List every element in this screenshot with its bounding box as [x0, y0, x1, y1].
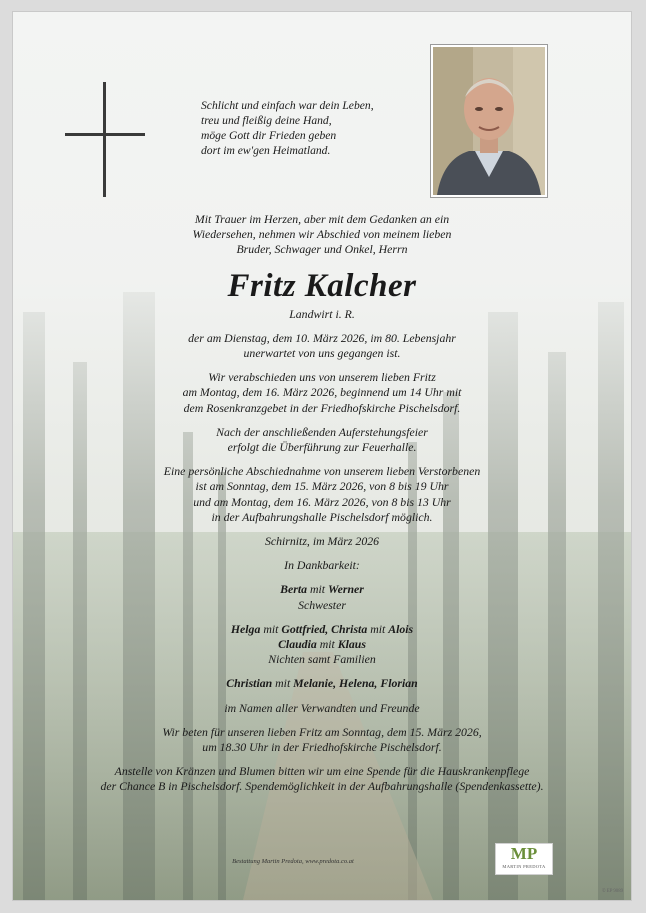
funeral-line: am Montag, dem 16. März 2026, beginnend um 14 Uhr mit	[182, 385, 462, 400]
poem-line: dort im ew'gen Heimatland.	[201, 144, 331, 157]
viewing-line: ist am Sonntag, dem 15. März 2026, von 8 bis 19 Uhr	[195, 479, 449, 494]
mourner-name: Helga	[230, 621, 261, 636]
mourner-group-2	[13, 622, 631, 668]
intro-line: Mit Trauer im Herzen, aber mit dem Gedanken an ein	[194, 212, 450, 226]
mourner-name: Klaus	[337, 637, 366, 652]
poem-line: treu und fleißig deine Hand,	[201, 114, 332, 127]
mourner-name: Werner	[328, 582, 364, 597]
document-code: © EP 9089	[601, 889, 623, 894]
mourner-names	[13, 676, 631, 691]
donation-line: Anstelle von Kränzen und Blumen bitten wir um eine Spende für die Hauskrankenpflege	[114, 764, 530, 779]
portrait-photo	[431, 45, 547, 197]
cremation-line: Nach der anschließenden Auferstehungsfeier	[216, 424, 428, 439]
mourner-group-1	[13, 582, 631, 612]
funeral-line: Wir verabschieden uns von unserem lieben Fritz	[208, 370, 436, 385]
mourner-conjunction: mit	[263, 621, 279, 636]
deceased-profession: Landwirt i. R.	[289, 306, 355, 321]
mourner-name: Christian	[226, 676, 273, 691]
logo-letters: MP	[510, 844, 538, 863]
mourner-names	[13, 582, 631, 597]
mourner-names	[13, 637, 631, 652]
cross-horizontal-icon	[65, 133, 145, 136]
cremation-info	[13, 425, 631, 455]
mourner-others: im Namen aller Verwandten und Freunde	[224, 700, 420, 715]
mourner-conjunction: mit	[370, 621, 386, 636]
logo-wordmark: MARTIN PREDOTA	[502, 864, 546, 869]
death-line: der am Dienstag, dem 10. März 2026, im 80. Lebensjahr	[188, 330, 456, 345]
place-date: Schirnitz, im März 2026	[264, 534, 380, 549]
poem-line: möge Gott dir Frieden geben	[201, 129, 337, 142]
prayer-line: Wir beten für unseren lieben Fritz am Sonntag, dem 15. März 2026,	[162, 724, 482, 739]
obituary-page	[13, 12, 631, 900]
mourner-name: Melanie, Helena, Florian	[293, 676, 418, 691]
funeral-line: dem Rosenkranzgebet in der Friedhofskirche Pischelsdorf.	[183, 400, 461, 415]
mourner-conjunction: mit	[275, 676, 291, 691]
obituary-text	[13, 212, 631, 804]
death-notice	[13, 331, 631, 361]
intro-text	[13, 212, 631, 258]
viewing-line: in der Aufbahrungshalle Pischelsdorf möglich.	[211, 509, 433, 524]
donation-info	[13, 764, 631, 794]
mourner-name: Alois	[388, 621, 414, 636]
poem	[201, 98, 431, 158]
mourner-group-3	[13, 676, 631, 691]
prayer-info	[13, 725, 631, 755]
viewing-line: Eine persönliche Abschiednahme von unserem lieben Verstorbenen	[163, 464, 481, 479]
gratitude-heading: In Dankbarkeit:	[284, 558, 360, 573]
mourner-name: Claudia	[278, 637, 317, 652]
prayer-line: um 18.30 Uhr in der Friedhofskirche Pischelsdorf.	[202, 740, 442, 755]
mourner-names	[13, 622, 631, 637]
funeral-home-logo	[495, 843, 553, 875]
funeral-home-footer: Bestattung Martin Predota, www.predota.co.at	[232, 858, 354, 865]
mourner-conjunction: mit	[319, 637, 335, 652]
mourner-relation: Schwester	[298, 597, 346, 612]
cremation-line: erfolgt die Überführung zur Feuerhalle.	[227, 440, 417, 455]
intro-line: Wiedersehen, nehmen wir Abschied von meinem lieben	[192, 227, 452, 242]
death-line: unerwartet von uns gegangen ist.	[243, 346, 401, 361]
deceased-name: Fritz Kalcher	[227, 267, 417, 304]
donation-line: der Chance B in Pischelsdorf. Spendemöglichkeit in der Aufbahrungshalle (Spendenkassette).	[100, 779, 544, 794]
mourner-relation: Nichten samt Familien	[268, 652, 376, 667]
mourner-conjunction: mit	[309, 582, 326, 597]
viewing-info	[13, 464, 631, 525]
viewing-line: und am Montag, dem 16. März 2026, von 8 bis 13 Uhr	[193, 494, 451, 509]
cross-vertical-icon	[103, 82, 106, 197]
mourner-name: Christa	[331, 621, 368, 636]
poem-line: Schlicht und einfach war dein Leben,	[201, 99, 374, 112]
mourner-name: Berta	[280, 582, 308, 597]
intro-line: Bruder, Schwager und Onkel, Herrn	[236, 242, 408, 257]
mourner-name: Gottfried,	[281, 621, 329, 636]
funeral-info	[13, 370, 631, 416]
